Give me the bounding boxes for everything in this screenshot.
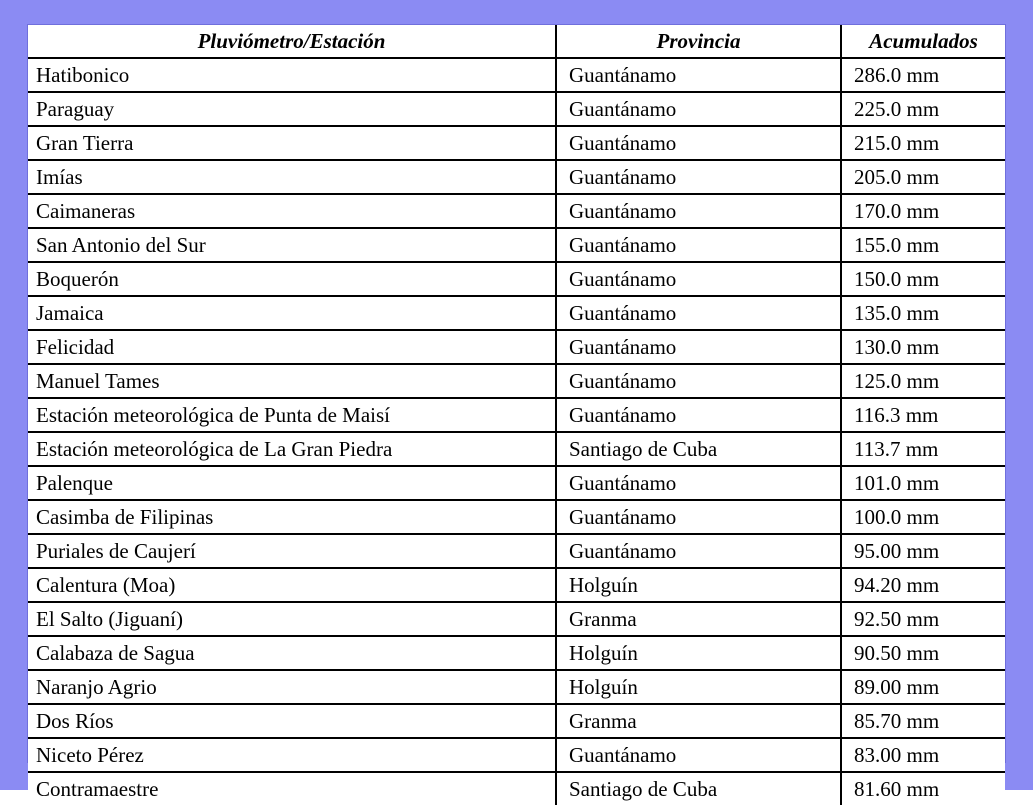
cell-province: Guantánamo: [556, 228, 841, 262]
table-row: [28, 602, 1005, 636]
table-row: [28, 466, 1005, 500]
cell-accumulated: 83.00 mm: [841, 738, 1005, 772]
cell-province: Guantánamo: [556, 500, 841, 534]
cell-station: Hatibonico: [28, 58, 556, 92]
table-row: [28, 58, 1005, 92]
cell-province: Guantánamo: [556, 160, 841, 194]
table-row: [28, 160, 1005, 194]
cell-station: Casimba de Filipinas: [28, 500, 556, 534]
cell-province: Granma: [556, 602, 841, 636]
cell-province: Guantánamo: [556, 92, 841, 126]
cell-province: Holguín: [556, 670, 841, 704]
cell-province: Guantánamo: [556, 330, 841, 364]
cell-station: El Salto (Jiguaní): [28, 602, 556, 636]
cell-accumulated: 81.60 mm: [841, 772, 1005, 805]
column-header-station: Pluviómetro/Estación: [28, 25, 556, 58]
cell-station: Estación meteorológica de La Gran Piedra: [28, 432, 556, 466]
cell-province: Holguín: [556, 568, 841, 602]
table-row: [28, 92, 1005, 126]
table-header-row: [28, 25, 1005, 58]
column-header-province: Provincia: [556, 25, 841, 58]
cell-station: Palenque: [28, 466, 556, 500]
table-body: [28, 58, 1005, 805]
cell-province: Guantánamo: [556, 126, 841, 160]
table-row: [28, 330, 1005, 364]
column-header-accumulated: Acumulados: [841, 25, 1005, 58]
cell-station: Puriales de Caujerí: [28, 534, 556, 568]
cell-province: Holguín: [556, 636, 841, 670]
cell-station: Contramaestre: [36, 776, 159, 801]
cell-station: Dos Ríos: [28, 704, 556, 738]
cell-accumulated: 125.0 mm: [841, 364, 1005, 398]
table-row: [28, 398, 1005, 432]
cell-accumulated: 101.0 mm: [841, 466, 1005, 500]
table-row: [28, 568, 1005, 602]
cell-accumulated: 215.0 mm: [841, 126, 1005, 160]
table-row: [28, 772, 1005, 805]
cell-accumulated: 286.0 mm: [841, 58, 1005, 92]
table-row: [28, 228, 1005, 262]
cell-station: Naranjo Agrio: [28, 670, 556, 704]
cell-accumulated: 135.0 mm: [841, 296, 1005, 330]
table-row: [28, 500, 1005, 534]
table-row: [28, 738, 1005, 772]
cell-station: Boquerón: [28, 262, 556, 296]
table-row: [28, 432, 1005, 466]
cell-accumulated: 116.3 mm: [841, 398, 1005, 432]
cell-accumulated: 94.20 mm: [841, 568, 1005, 602]
cell-accumulated: 150.0 mm: [841, 262, 1005, 296]
cell-station: Felicidad: [28, 330, 556, 364]
table-row: [28, 670, 1005, 704]
cell-accumulated: 205.0 mm: [841, 160, 1005, 194]
table-row: [28, 262, 1005, 296]
table-row: [28, 636, 1005, 670]
cell-accumulated: 90.50 mm: [841, 636, 1005, 670]
table-row: [28, 126, 1005, 160]
cell-station: Calentura (Moa): [28, 568, 556, 602]
cell-station: Estación meteorológica de Punta de Maisí: [28, 398, 556, 432]
table-row: [28, 194, 1005, 228]
cell-province: Santiago de Cuba: [556, 772, 841, 805]
cell-station: Paraguay: [28, 92, 556, 126]
cell-station: San Antonio del Sur: [28, 228, 556, 262]
rainfall-table-container: [28, 25, 1005, 801]
cell-station: Niceto Pérez: [28, 738, 556, 772]
table-row: [28, 534, 1005, 568]
cell-province: Guantánamo: [556, 738, 841, 772]
cell-station: Gran Tierra: [28, 126, 556, 160]
cell-accumulated: 155.0 mm: [841, 228, 1005, 262]
cell-accumulated: 113.7 mm: [841, 432, 1005, 466]
cell-province: Guantánamo: [556, 194, 841, 228]
cell-accumulated: 92.50 mm: [841, 602, 1005, 636]
cell-accumulated: 95.00 mm: [841, 534, 1005, 568]
cell-province: Guantánamo: [556, 466, 841, 500]
cell-province: Granma: [556, 704, 841, 738]
cell-station: Jamaica: [28, 296, 556, 330]
cell-station: Manuel Tames: [28, 364, 556, 398]
cell-province: Guantánamo: [556, 296, 841, 330]
cell-accumulated: 85.70 mm: [841, 704, 1005, 738]
table-row: [28, 296, 1005, 330]
cell-province: Guantánamo: [556, 262, 841, 296]
cell-province: Guantánamo: [556, 58, 841, 92]
cell-accumulated: 225.0 mm: [841, 92, 1005, 126]
cell-accumulated: 130.0 mm: [841, 330, 1005, 364]
rainfall-table: [28, 25, 1005, 805]
cell-province: Guantánamo: [556, 398, 841, 432]
cell-province: Guantánamo: [556, 364, 841, 398]
cell-station: Calabaza de Sagua: [28, 636, 556, 670]
cell-province: Guantánamo: [556, 534, 841, 568]
cell-accumulated: 89.00 mm: [841, 670, 1005, 704]
cell-province: Santiago de Cuba: [556, 432, 841, 466]
cell-accumulated: 100.0 mm: [841, 500, 1005, 534]
cell-accumulated: 170.0 mm: [841, 194, 1005, 228]
cell-station: Imías: [28, 160, 556, 194]
cell-station: Caimaneras: [28, 194, 556, 228]
table-row: [28, 704, 1005, 738]
table-row: [28, 364, 1005, 398]
